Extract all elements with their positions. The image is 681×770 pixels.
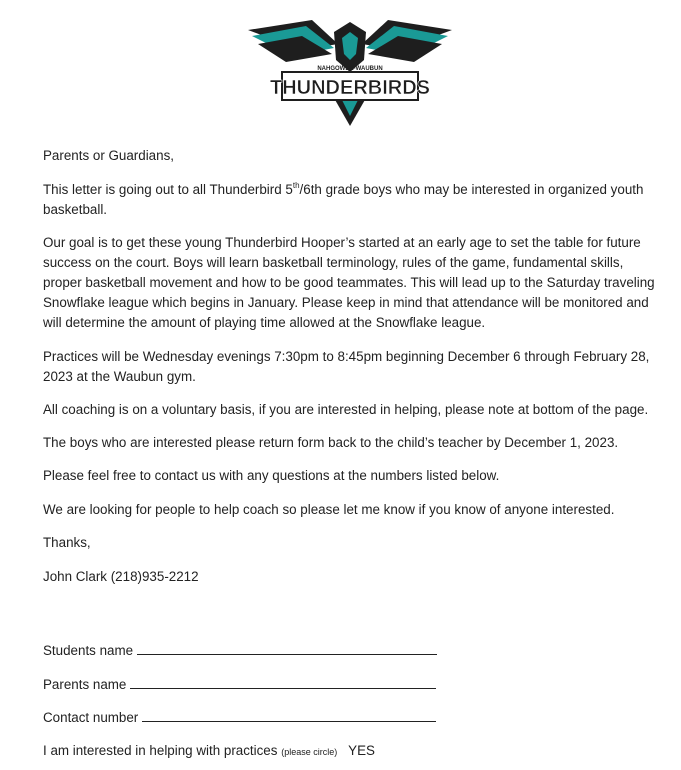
- logo-top-text: NAHGOWEN-WAUBUN: [317, 66, 383, 72]
- paragraph-coaching: All coaching is on a voluntary basis, if you are interested in helping, please note at bottom of the page.: [43, 402, 649, 417]
- paragraph-contact: Please feel free to contact us with any questions at the numbers listed below.: [43, 468, 500, 483]
- paragraph-practices-line-1: Practices will be Wednesday evenings 7:30pm to 8:45pm beginning December 6 through February 28,: [43, 349, 650, 364]
- logo-name-text: THUNDERBIRDS: [270, 77, 430, 99]
- parent-name-row: [43, 676, 436, 694]
- paragraph-goal-line-5: will determine the amount of playing time allowed at the Snowflake league.: [43, 315, 486, 330]
- intro-superscript: th: [292, 180, 300, 190]
- salutation: Parents or Guardians,: [43, 148, 174, 163]
- student-name-row: [43, 642, 437, 660]
- thunderbird-icon: [242, 14, 458, 130]
- paragraph-intro-line-2: basketball.: [43, 202, 108, 217]
- thunderbirds-logo: [242, 14, 458, 130]
- paragraph-goal-line-2: success on the court. Boys will learn basketball terminology, rules of the game, fundamental skills,: [43, 255, 624, 270]
- intro-text-before: This letter is going out to all Thunderbird 5: [43, 182, 293, 197]
- paragraph-intro-line-1: [43, 180, 643, 200]
- help-practices-note: (please circle): [281, 747, 338, 757]
- student-name-label: Students name: [43, 643, 134, 658]
- closing: Thanks,: [43, 535, 91, 550]
- intro-text-after: /6th grade boys who may be interested in organized youth: [299, 182, 644, 197]
- signature: John Clark (218)935-2212: [43, 569, 199, 584]
- paragraph-help-coach: We are looking for people to help coach so please let me know if you know of anyone interested.: [43, 502, 615, 517]
- contact-number-label: Contact number: [43, 710, 139, 725]
- contact-number-row: [43, 709, 436, 727]
- paragraph-goal-line-1: Our goal is to get these young Thunderbird Hooper’s started at an early age to set the table for future: [43, 235, 641, 250]
- help-practices-label: I am interested in helping with practices: [43, 743, 278, 758]
- paragraph-goal-line-3: proper basketball movement and how to be good teammates. This will lead up to the Saturday traveling: [43, 275, 655, 290]
- parent-name-field[interactable]: [130, 676, 436, 689]
- contact-number-field[interactable]: [142, 709, 436, 722]
- help-practices-row: [43, 742, 375, 761]
- paragraph-practices-line-2: 2023 at the Waubun gym.: [43, 369, 196, 384]
- help-yes-option[interactable]: YES: [348, 743, 375, 758]
- paragraph-return-form: The boys who are interested please return form back to the child’s teacher by December 1, 2023.: [43, 435, 619, 450]
- paragraph-goal-line-4: Snowflake league which begins in January. Please keep in mind that attendance will be monitored and: [43, 295, 649, 310]
- student-name-field[interactable]: [137, 642, 437, 655]
- parent-name-label: Parents name: [43, 677, 127, 692]
